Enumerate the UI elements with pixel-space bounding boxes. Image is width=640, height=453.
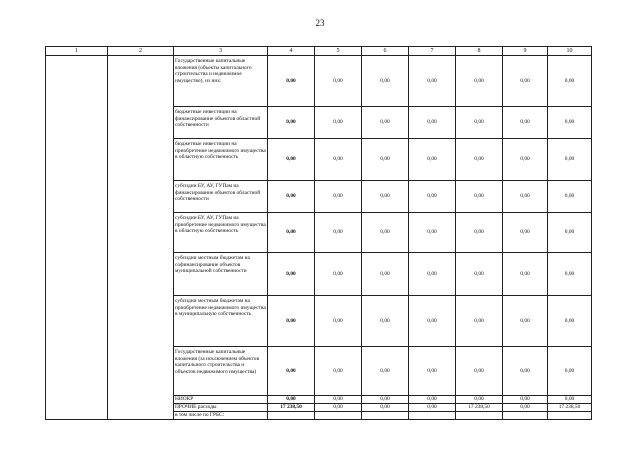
value-cell: 17 238,50 [268, 404, 315, 412]
value-cell: 0,00 [268, 253, 315, 296]
value-cell: 0,00 [548, 347, 592, 396]
value-cell: 0,00 [409, 107, 456, 139]
value-cell: 0,00 [409, 213, 456, 253]
header-cell: 5 [315, 47, 362, 56]
value-cell: 0,00 [315, 404, 362, 412]
value-cell: 0,00 [409, 253, 456, 296]
value-cell: 0,00 [548, 56, 592, 107]
header-cell: 7 [409, 47, 456, 56]
value-cell: 0,00 [268, 181, 315, 213]
value-cell: 0,00 [548, 139, 592, 181]
page-number: 23 [315, 18, 325, 28]
value-cell: 0,00 [268, 396, 315, 404]
value-cell: 0,00 [456, 396, 503, 404]
value-cell: 0,00 [315, 181, 362, 213]
value-cell: 0,00 [409, 139, 456, 181]
row-label: НИОКР [174, 396, 268, 404]
value-cell: 0,00 [548, 181, 592, 213]
header-cell: 10 [548, 47, 592, 56]
value-cell [409, 412, 456, 420]
value-cell: 0,00 [315, 347, 362, 396]
value-cell: 0,00 [503, 139, 548, 181]
value-cell: 0,00 [362, 107, 409, 139]
value-cell: 0,00 [548, 296, 592, 347]
header-cell: 2 [108, 47, 174, 56]
value-cell: 0,00 [268, 213, 315, 253]
value-cell: 0,00 [456, 107, 503, 139]
value-cell: 0,00 [456, 139, 503, 181]
value-cell: 0,00 [503, 213, 548, 253]
col2-merged-cell [108, 56, 174, 420]
value-cell: 0,00 [456, 347, 503, 396]
budget-table [45, 46, 592, 420]
value-cell: 0,00 [503, 296, 548, 347]
col1-merged-cell [46, 56, 108, 420]
value-cell: 0,00 [409, 404, 456, 412]
value-cell: 0,00 [315, 253, 362, 296]
table-row [46, 56, 592, 107]
value-cell: 0,00 [548, 213, 592, 253]
value-cell: 0,00 [315, 213, 362, 253]
row-label: Государственные капитальные вложения (за исключением объектов капитального строительства и объектов недвижимого имущества) [174, 347, 268, 396]
value-cell [503, 412, 548, 420]
value-cell: 0,00 [315, 107, 362, 139]
value-cell: 0,00 [362, 396, 409, 404]
value-cell: 0,00 [362, 181, 409, 213]
row-label: Государственные капитальные вложения (объекты капитального строительства и недвижимое имущество), из них: [174, 56, 268, 107]
row-label: субсидии БУ, АУ, ГУПам на финансирование объектов областной собственности [174, 181, 268, 213]
value-cell: 0,00 [268, 296, 315, 347]
value-cell: 0,00 [268, 107, 315, 139]
value-cell [268, 412, 315, 420]
row-label: в том числе по ГРБС: [174, 412, 268, 420]
value-cell: 0,00 [362, 404, 409, 412]
value-cell: 0,00 [503, 404, 548, 412]
header-cell: 6 [362, 47, 409, 56]
header-cell: 9 [503, 47, 548, 56]
row-label: бюджетные инвестиции на приобретение недвижимого имущества в областную собственность [174, 139, 268, 181]
value-cell: 0,00 [456, 181, 503, 213]
value-cell: 0,00 [268, 347, 315, 396]
value-cell: 0,00 [503, 253, 548, 296]
value-cell: 17 238,50 [456, 404, 503, 412]
value-cell: 0,00 [409, 396, 456, 404]
value-cell: 0,00 [503, 107, 548, 139]
value-cell: 0,00 [362, 213, 409, 253]
row-label: субсидии БУ, АУ, ГУПам на приобретение недвижимого имущества в областную собственность [174, 213, 268, 253]
value-cell: 0,00 [362, 296, 409, 347]
value-cell [315, 412, 362, 420]
value-cell: 0,00 [456, 253, 503, 296]
header-cell: 8 [456, 47, 503, 56]
value-cell: 0,00 [409, 56, 456, 107]
value-cell: 0,00 [548, 396, 592, 404]
row-label: субсидии местным бюджетам на софинансирование объектов муниципальной собственности [174, 253, 268, 296]
value-cell: 0,00 [548, 107, 592, 139]
value-cell: 0,00 [409, 181, 456, 213]
value-cell: 0,00 [503, 181, 548, 213]
header-cell: 3 [174, 47, 268, 56]
value-cell: 0,00 [315, 139, 362, 181]
row-label: субсидии местным бюджетам на приобретение недвижимого имущества в муниципальную собственность [174, 296, 268, 347]
value-cell: 0,00 [456, 213, 503, 253]
header-cell: 1 [46, 47, 108, 56]
value-cell: 0,00 [503, 396, 548, 404]
value-cell: 0,00 [315, 56, 362, 107]
value-cell: 0,00 [268, 139, 315, 181]
row-label: ПРОЧИЕ расходы [174, 404, 268, 412]
value-cell: 0,00 [362, 139, 409, 181]
value-cell: 0,00 [362, 56, 409, 107]
value-cell: 17 238,50 [548, 404, 592, 412]
value-cell: 0,00 [503, 347, 548, 396]
value-cell: 0,00 [315, 396, 362, 404]
value-cell: 0,00 [315, 296, 362, 347]
header-row [46, 47, 592, 56]
header-cell: 4 [268, 47, 315, 56]
value-cell [548, 412, 592, 420]
value-cell [456, 412, 503, 420]
value-cell: 0,00 [548, 253, 592, 296]
value-cell [362, 412, 409, 420]
value-cell: 0,00 [362, 253, 409, 296]
value-cell: 0,00 [456, 56, 503, 107]
value-cell: 0,00 [503, 56, 548, 107]
value-cell: 0,00 [456, 296, 503, 347]
row-label: бюджетные инвестиции на финансирование объектов областной собственности [174, 107, 268, 139]
value-cell: 0,00 [268, 56, 315, 107]
value-cell: 0,00 [409, 296, 456, 347]
value-cell: 0,00 [409, 347, 456, 396]
value-cell: 0,00 [362, 347, 409, 396]
